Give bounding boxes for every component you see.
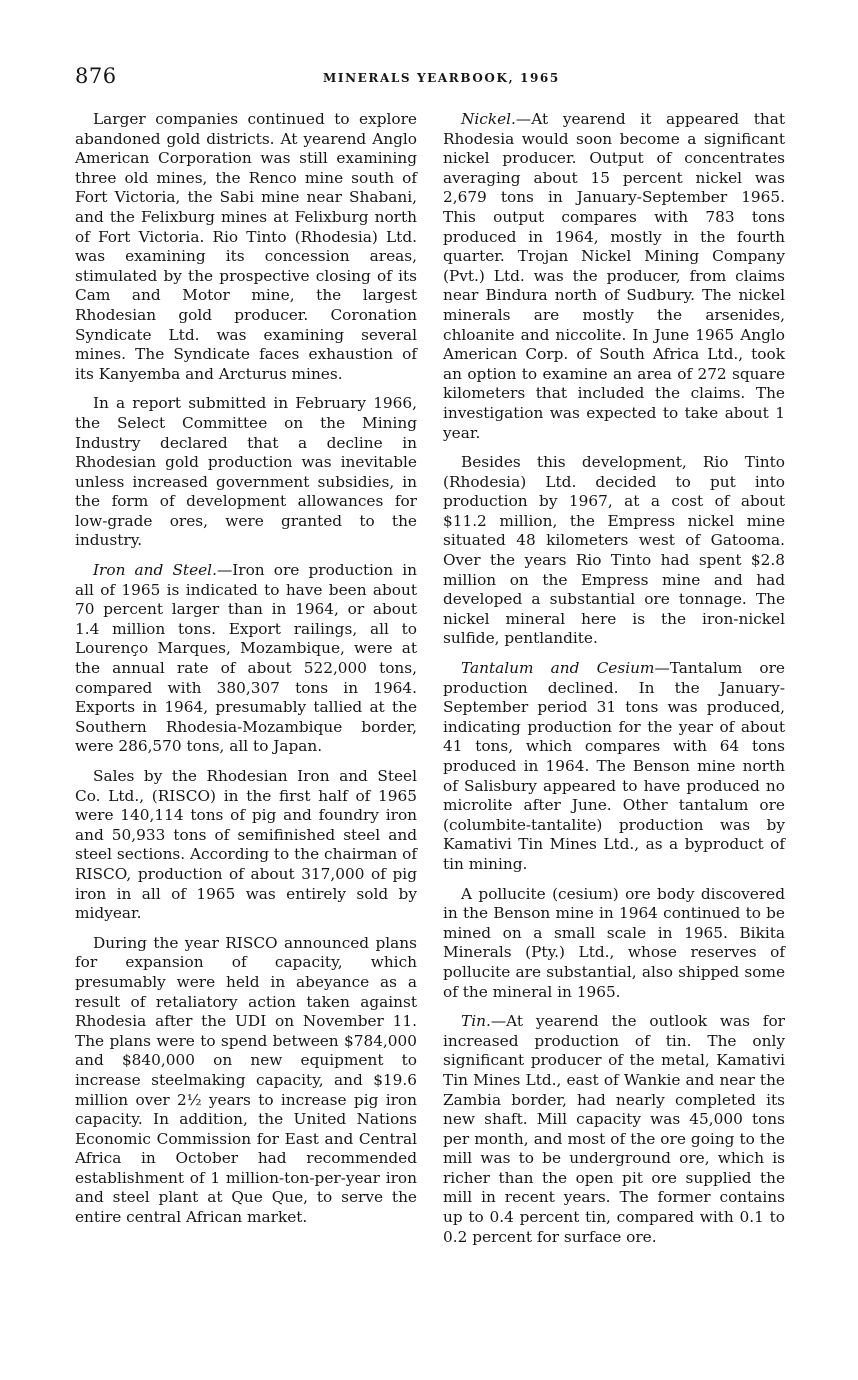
nickel-heading: Nickel.	[461, 110, 516, 128]
empress-mine-paragraph: Besides this development, Rio Tinto (Rhodesia) Ltd. decided to put into production by 1967, at a cost of about $11.2 million, the Empress nickel mine situated 48 kilometers west of Gatooma. Over the years Rio Tinto had spent $2.8 million on the Empress mine and had developed a substantial ore tonnage. The nickel mineral here is the iron-nickel sulfide, pentlandite.	[443, 453, 785, 648]
iron-steel-text: —Iron ore production in all of 1965 is indicated to have been about 70 percent larger than in 1964, or about 1.4 million tons. Export railings, all to Lourenço Marques, Mozambique, were at the annual rate of about 522,000 tons, compared with 380,307 tons in 1964. Exports in 1964, presumably tallied at the Southern Rhodesia-Mozambique border, were 286,570 tons, all to Japan.	[75, 561, 417, 756]
tin-text: —At yearend the outlook was for increased production of tin. The only significant producer of the metal, Kamativi Tin Mines Ltd., east of Wankie and near the Zambia border, had nearly completed its new shaft. Mill capacity was 45,000 tons per month, and most of the ore going to the mill was to be underground ore, which is richer than the open pit ore supplied the mill in recent years. The former contains up to 0.4 percent tin, compared with 0.1 to 0.2 percent for surface ore.	[443, 1012, 785, 1246]
risco-sales-paragraph: Sales by the Rhodesian Iron and Steel Co. Ltd., (RISCO) in the first half of 1965 were 140,114 tons of pig and foundry iron and 50,933 tons of semifinished steel and steel sections. According to the chairman of RISCO, production of about 317,000 of pig iron in all of 1965 was entirely sold by midyear.	[75, 767, 417, 923]
pollucite-paragraph: A pollucite (cesium) ore body discovered in the Benson mine in 1964 continued to be mined on a small scale in 1965. Bikita Minerals (Pty.) Ltd., whose reserves of pollucite are substantial, also shipped some of the mineral in 1965.	[443, 884, 785, 1001]
tantalum-cesium-paragraph	[443, 659, 785, 875]
tantalum-cesium-heading: Tantalum and Cesium	[461, 659, 655, 678]
page-number: 876	[75, 64, 117, 88]
tin-paragraph	[443, 1012, 785, 1247]
risco-expansion-paragraph: During the year RISCO announced plans for expansion of capacity, which presumably were held in abeyance as a result of retaliatory action taken against Rhodesia after the UDI on November 11. The plans were to spend between $784,000 and $840,000 on new equipment to increase steelmaking capacity, and $19.6 million over 2½ years to increase pig iron capacity. In addition, the United Nations Economic Commission for East and Central Africa in October had recommended establishment of 1 million-ton-per-year iron and steel plant at Que Que, to serve the entire central African market.	[75, 933, 417, 1227]
nickel-paragraph	[443, 110, 785, 443]
running-head: MINERALS YEARBOOK, 1965	[323, 71, 560, 85]
tantalum-cesium-text: —Tantalum ore production declined. In the January-September period 31 tons was produced, indicating production for the year of about 41 tons, which compares with 64 tons produced in 1964. The Benson mine north of Salisbury appeared to have produced no microlite after June. Other tantalum ore (columbite-tantalite) production was by Kamativi Tin Mines Ltd., as a byproduct of tin mining.	[443, 659, 785, 873]
left-column	[75, 110, 417, 1238]
right-column	[443, 110, 785, 1257]
iron-steel-paragraph	[75, 561, 417, 757]
nickel-text: —At yearend it appeared that Rhodesia would soon become a significant nickel producer. Output of concentrates averaging about 15 percent nickel was 2,679 tons in January-September 1965. This output compares with 783 tons produced in 1964, mostly in the fourth quarter. Trojan Nickel Mining Company (Pvt.) Ltd. was the producer, from claims near Bindura north of Sudbury. The nickel minerals are mostly the arsenides, chloanite and niccolite. In June 1965 Anglo American Corp. of South Africa Ltd., took an option to examine an area of 272 square kilometers that included the claims. The investigation was expected to take about 1 year.	[443, 110, 785, 442]
tin-heading: Tin.	[461, 1012, 491, 1031]
iron-steel-heading: Iron and Steel.	[93, 561, 217, 580]
gold-exploration-paragraph: Larger companies continued to explore abandoned gold districts. At yearend Anglo American Corporation was still examining three old mines, the Renco mine south of Fort Victoria, the Sabi mine near Shabani, and the Felixburg mines at Felixburg north of Fort Victoria. Rio Tinto (Rhodesia) Ltd. was examining its concession areas, stimulated by the prospective closing of its Cam and Motor mine, the largest Rhodesian gold producer. Coronation Syndicate Ltd. was examining several mines. The Syndicate faces exhaustion of its Kanyemba and Arcturus mines.	[75, 110, 417, 383]
select-committee-paragraph: In a report submitted in February 1966, the Select Committee on the Mining Industry declared that a decline in Rhodesian gold production was inevitable unless increased government subsidies, in the form of development allowances for low-grade ores, were granted to the industry.	[75, 394, 417, 550]
